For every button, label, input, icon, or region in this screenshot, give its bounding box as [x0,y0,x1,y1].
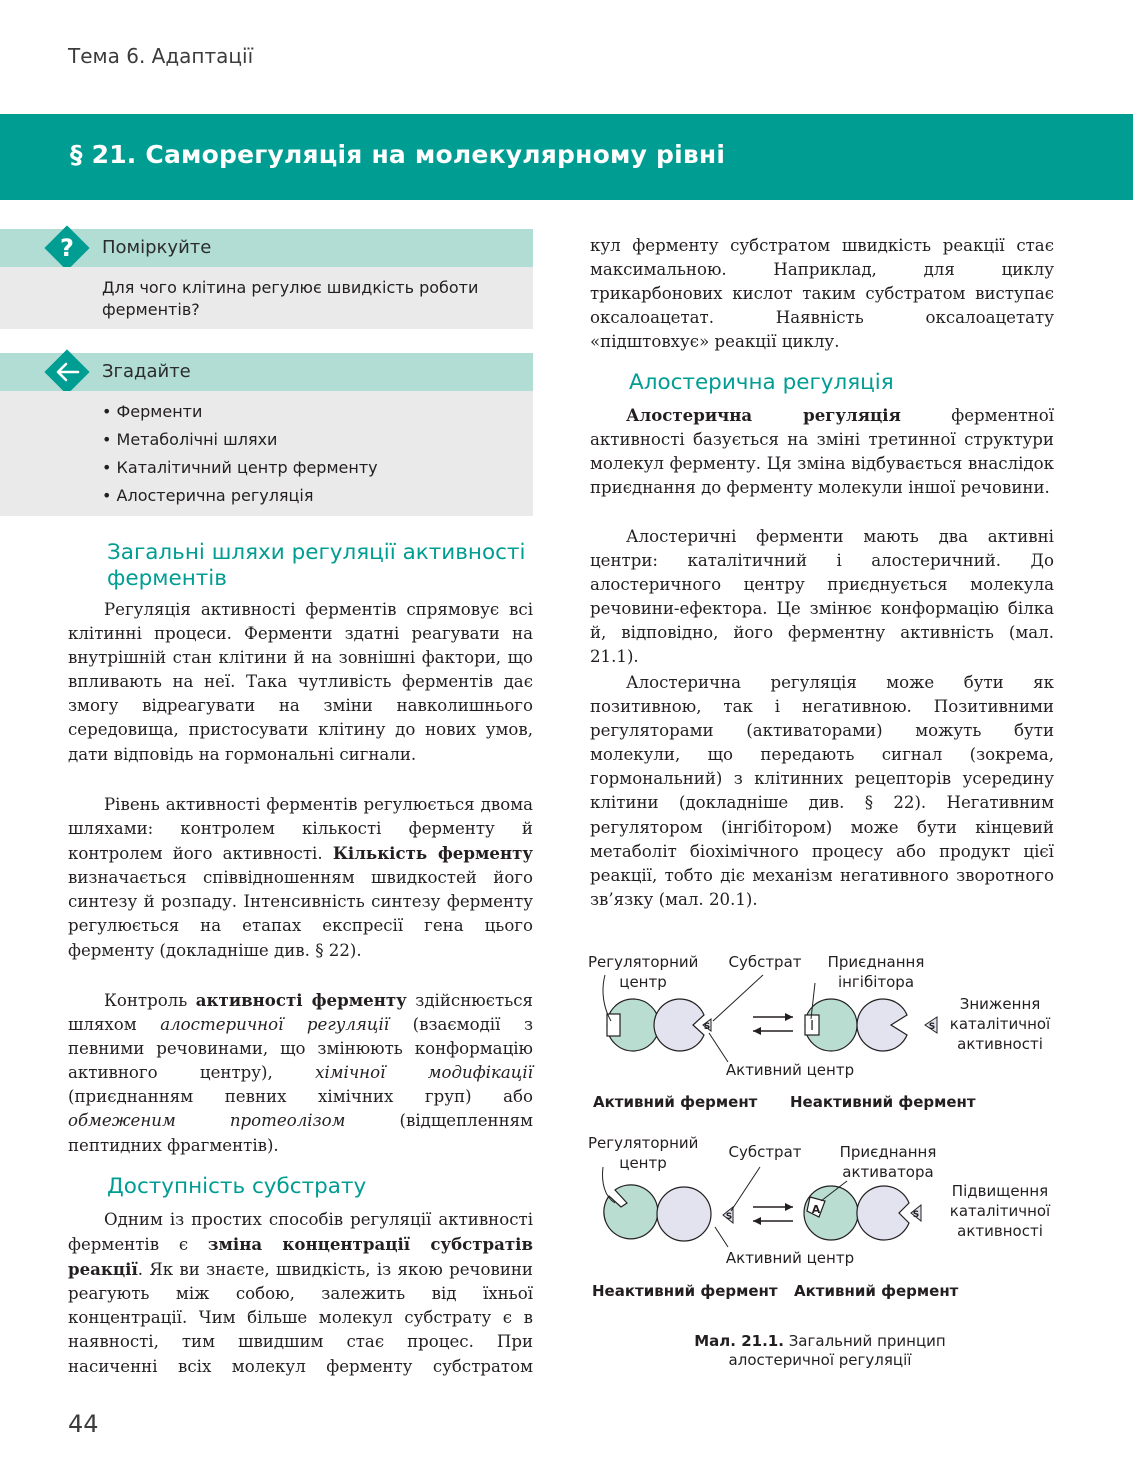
label-result-increase: Підвищення каталітичної активності [949,1182,1051,1240]
list-item: • Алостерична регуляція [102,486,314,505]
think-box-text: Для чого клітина регулює швидкість роботи ферментів? [102,278,479,319]
paragraph-continued: кул ферменту субстратом швидкість реакції стає максимальною. Наприклад, для циклу трикарбонових кислот таким субстратом виступає оксалоацетат. Наявність оксалоацетату «підштовхує» реакції циклу. [590,236,1054,352]
section-heading: Загальні шляхи регуляції активності ферментів [107,540,526,591]
equilibrium-arrows-bottom [753,1203,793,1225]
list-item: • Метаболічні шляхи [102,430,278,449]
caption-active-enzyme: Активний фермент [593,1093,758,1111]
paragraph: Одним із простих способів регуляції активності ферментів є зміна концентрації субстратів реакції. Як ви знаєте, швидкість, із якою речовини реагують між собою, залежить від їхньої концентрації. Чим більше молекул субстрату є в наявності, тим швидшим стає процес. При насиченні всіх молекул ферменту субстратом [68,1210,533,1376]
think-box-body [0,267,533,329]
active-enzyme-bottom [804,1186,921,1240]
section-heading: Доступність субстрату [107,1174,367,1199]
label-binding-activator: Приєднання активатора [839,1143,937,1181]
label-active-center: Активний центр [725,1061,855,1079]
svg-text:S: S [912,1210,920,1220]
svg-text:S: S [928,1022,936,1032]
svg-text:A: A [811,1203,821,1216]
section-heading: Алостерична регуляція [629,370,894,395]
title-band [0,114,1133,200]
paragraph: Контроль активності ферменту здійснюється шляхом алостеричної регуляції (взаємодії з певними речовинами, що змінюють конформацію активного центру), хімічної модифікації (приєднанням певних хімічних груп) або обмеженим протеолізом (відщепленням пептидних фрагментів). [68,990,534,1155]
equilibrium-arrows-top [753,1013,793,1035]
paragraph: Регуляція активності ферментів спрямовує всі клітинні процеси. Ферменти здатні реагувати на внутрішній стан клітини й на зовнішні фактори, що впливають на неї. Така чутливість ферментів дає змогу відреагувати на зміни навколишнього середовища, пристосувати клітину до нових умов, дати відповідь на гормональні сигнали. [68,600,533,764]
page-number: 44 [68,1410,99,1438]
list-item: • Каталітичний центр ферменту [102,458,378,477]
inactive-enzyme-bottom [604,1185,733,1241]
label-result-decrease: Зниження каталітичної активності [949,995,1051,1053]
paragraph: Алостеричні ферменти мають два активні центри: каталітичний і алостеричний. До алостеричного центру приєднується молекула речовини-ефектора. Це змінює конформацію білка й, відповідно, його ферментну активність (мал. 21.1). [590,527,1054,667]
paragraph: Алостерична регуляція ферментної активності базується на зміні третинної структури молекул ферменту. Ця зміна відбувається внаслідок приєднання до ферменту молекули іншої речовини. [590,405,1054,498]
svg-text:S: S [703,1022,711,1032]
caption-inactive-enzyme: Неактивний фермент [790,1093,976,1111]
figure-caption: Мал. 21.1. Загальний принцип алостеричної регуляції [694,1332,946,1369]
inactive-enzyme-top [805,999,937,1051]
recall-box-header [0,353,533,391]
recall-box-label: Згадайте [102,361,191,382]
label-substrate: Субстрат [728,1143,802,1161]
paragraph: Рівень активності ферментів регулюється двома шляхами: контролем кількості ферменту й контролем його активності. Кількість ферменту визначається співвідношенням швидкостей його синтезу й розпаду. Інтенсивність синтезу ферменту регулюється на етапах експресії гена цього ферменту (докладніше див. § 22). [68,795,533,960]
active-enzyme-top [607,999,711,1051]
caption-inactive-enzyme: Неактивний фермент [592,1282,778,1300]
recall-box-body [0,391,533,516]
paragraph: Алостерична регуляція може бути як позитивною, так і негативною. Позитивними регуляторами (активаторами) можуть бути молекули, що передають сигнал (зокрема, гормональний) з клітинних рецепторів усередину клітини (докладніше див. § 22). Негативним регулятором (інгібітором) може бути кінцевий метаболіт біохімічного процесу або продукт цієї реакції, тобто діє механізм негативного зворотного зв’язку (мал. 20.1). [590,673,1054,909]
label-regulatory-center: Регуляторний центр [588,1134,699,1172]
figure-allosteric-regulation [585,945,1065,1385]
running-head: Тема 6. Адаптації [68,44,254,68]
caption-active-enzyme: Активний фермент [794,1282,959,1300]
svg-text:І: І [810,1019,814,1034]
label-active-center: Активний центр [725,1249,855,1267]
svg-text:S: S [725,1212,733,1222]
page-title: § 21. Саморегуляція на молекулярному рівні [70,140,726,169]
think-box-label: Поміркуйте [102,237,212,258]
think-box-header: ? Поміркуйте [0,229,533,267]
label-binding-inhibitor: Приєднання інгібітора [827,953,925,991]
list-item: • Ферменти [102,402,203,421]
label-substrate: Субстрат [728,953,802,971]
label-regulatory-center: Регуляторний центр [588,953,699,991]
